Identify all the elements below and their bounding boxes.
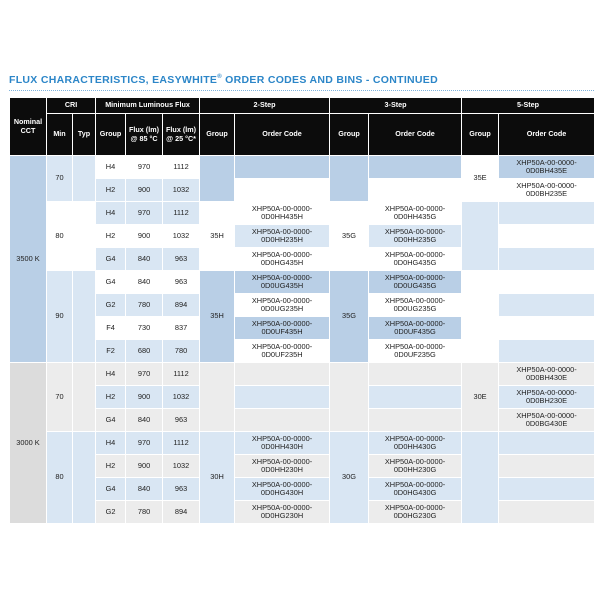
- step2-group-cell: 30H: [200, 432, 235, 524]
- flux85-cell: 900: [126, 225, 163, 248]
- step2-code-cell: [235, 386, 330, 409]
- flux85-cell: 840: [126, 248, 163, 271]
- cct-cell: 3000 K: [10, 363, 47, 524]
- step5-code-cell: [499, 478, 595, 501]
- step5-code-cell: [499, 317, 595, 340]
- flux-group-header: Group: [96, 114, 126, 156]
- step2-code-cell: [235, 179, 330, 202]
- cri-typ-cell: [73, 363, 96, 432]
- step3-code-cell: [369, 156, 462, 179]
- step2-code-cell: XHP50A-00-0000- 0D0HG230H: [235, 501, 330, 524]
- step2-order-code-header: Order Code: [235, 114, 330, 156]
- flux85-cell: 840: [126, 271, 163, 294]
- group-cell: F2: [96, 340, 126, 363]
- flux85-cell: 780: [126, 501, 163, 524]
- step3-code-cell: XHP50A-00-0000- 0D0HG430G: [369, 478, 462, 501]
- group-cell: G4: [96, 478, 126, 501]
- table-row: [10, 478, 595, 501]
- step5-code-cell: XHP50A-00-0000- 0D0BH230E: [499, 386, 595, 409]
- step5-header: 5-Step: [462, 98, 595, 114]
- table-row: [10, 317, 595, 340]
- flux25-cell: 1112: [163, 156, 200, 179]
- flux85-cell: 840: [126, 409, 163, 432]
- step5-group-cell: [462, 271, 499, 363]
- step5-group-cell: 30E: [462, 363, 499, 432]
- cri-typ-cell: [73, 202, 96, 271]
- group-cell: G4: [96, 271, 126, 294]
- step3-code-cell: XHP50A-00-0000- 0D0HH430G: [369, 432, 462, 455]
- flux85-cell: 970: [126, 156, 163, 179]
- step5-code-cell: [499, 248, 595, 271]
- flux25-cell: 894: [163, 501, 200, 524]
- flux85-cell: 900: [126, 179, 163, 202]
- step5-code-cell: [499, 501, 595, 524]
- group-cell: H2: [96, 386, 126, 409]
- cri-typ-header: Typ: [73, 114, 96, 156]
- step5-code-cell: XHP50A-00-0000- 0D0BH430E: [499, 363, 595, 386]
- flux85-cell: 900: [126, 455, 163, 478]
- step2-code-cell: XHP50A-00-0000- 0D0HH430H: [235, 432, 330, 455]
- flux85-cell: 970: [126, 202, 163, 225]
- step5-code-cell: XHP50A-00-0000- 0D0BH235E: [499, 179, 595, 202]
- table-row: [10, 179, 595, 202]
- min-flux-header: Minimum Luminous Flux: [96, 98, 200, 114]
- flux25-cell: 1032: [163, 179, 200, 202]
- step5-code-cell: [499, 271, 595, 294]
- flux25-cell: 963: [163, 248, 200, 271]
- table-row: [10, 202, 595, 225]
- step2-code-cell: [235, 363, 330, 386]
- group-cell: G2: [96, 501, 126, 524]
- group-cell: G2: [96, 294, 126, 317]
- flux25-cell: 1112: [163, 202, 200, 225]
- flux85-cell: 680: [126, 340, 163, 363]
- group-cell: H4: [96, 363, 126, 386]
- step3-code-cell: XHP50A-00-0000- 0D0HH230G: [369, 455, 462, 478]
- step3-group-cell: [330, 156, 369, 202]
- table-row: [10, 248, 595, 271]
- step2-code-cell: XHP50A-00-0000- 0D0HG430H: [235, 478, 330, 501]
- cri-typ-cell: [73, 432, 96, 524]
- flux85-cell: 780: [126, 294, 163, 317]
- step5-order-code-header: Order Code: [499, 114, 595, 156]
- step5-group-cell: [462, 432, 499, 524]
- flux85-cell: 970: [126, 363, 163, 386]
- table-row: [10, 294, 595, 317]
- step3-group-cell: 30G: [330, 432, 369, 524]
- table-row: [10, 340, 595, 363]
- cri-header: CRI: [47, 98, 96, 114]
- group-cell: H4: [96, 432, 126, 455]
- step5-code-cell: XHP50A-00-0000- 0D0BH435E: [499, 156, 595, 179]
- step3-header: 3-Step: [330, 98, 462, 114]
- step2-code-cell: XHP50A-00-0000- 0D0UF235H: [235, 340, 330, 363]
- flux25-cell: 837: [163, 317, 200, 340]
- step3-code-cell: XHP50A-00-0000- 0D0UG435G: [369, 271, 462, 294]
- step2-group-cell: 35H: [200, 202, 235, 271]
- step5-group-header: Group: [462, 114, 499, 156]
- step2-code-cell: XHP50A-00-0000- 0D0UF435H: [235, 317, 330, 340]
- step3-group-header: Group: [330, 114, 369, 156]
- step2-group-cell: [200, 156, 235, 202]
- step5-code-cell: [499, 225, 595, 248]
- step2-code-cell: XHP50A-00-0000- 0D0HH230H: [235, 455, 330, 478]
- table-row: [10, 409, 595, 432]
- table-row: [10, 455, 595, 478]
- flux25-header: Flux (lm) @ 25 °C*: [163, 114, 200, 156]
- cri-min-cell: 70: [47, 363, 73, 432]
- step2-code-cell: XHP50A-00-0000- 0D0HG435H: [235, 248, 330, 271]
- step3-code-cell: XHP50A-00-0000- 0D0UF435G: [369, 317, 462, 340]
- step5-code-cell: XHP50A-00-0000- 0D0BG430E: [499, 409, 595, 432]
- step3-code-cell: XHP50A-00-0000- 0D0HH235G: [369, 225, 462, 248]
- group-cell: H4: [96, 156, 126, 179]
- flux85-cell: 970: [126, 432, 163, 455]
- group-cell: F4: [96, 317, 126, 340]
- step2-code-cell: [235, 409, 330, 432]
- flux25-cell: 1032: [163, 225, 200, 248]
- table-row: [10, 225, 595, 248]
- step5-code-cell: [499, 340, 595, 363]
- group-cell: G4: [96, 409, 126, 432]
- flux25-cell: 1032: [163, 455, 200, 478]
- step3-code-cell: [369, 363, 462, 386]
- step3-code-cell: XHP50A-00-0000- 0D0HG230G: [369, 501, 462, 524]
- step3-code-cell: [369, 386, 462, 409]
- cct-cell: 3500 K: [10, 156, 47, 363]
- flux25-cell: 1032: [163, 386, 200, 409]
- step3-code-cell: XHP50A-00-0000- 0D0HG435G: [369, 248, 462, 271]
- step2-group-cell: 35H: [200, 271, 235, 363]
- step3-group-cell: [330, 363, 369, 432]
- step2-code-cell: XHP50A-00-0000- 0D0HH235H: [235, 225, 330, 248]
- cri-min-header: Min: [47, 114, 73, 156]
- section-title: FLUX CHARACTERISTICS, EASYWHITE® ORDER CODES AND BINS - CONTINUED: [9, 74, 438, 86]
- table-row: [10, 432, 595, 455]
- step3-code-cell: [369, 409, 462, 432]
- cri-typ-cell: [73, 156, 96, 202]
- cri-typ-cell: [73, 271, 96, 363]
- step2-header: 2-Step: [200, 98, 330, 114]
- group-cell: H4: [96, 202, 126, 225]
- step2-code-cell: XHP50A-00-0000- 0D0UG235H: [235, 294, 330, 317]
- flux85-cell: 840: [126, 478, 163, 501]
- flux25-cell: 780: [163, 340, 200, 363]
- cri-min-cell: 90: [47, 271, 73, 363]
- flux25-cell: 1112: [163, 363, 200, 386]
- step3-code-cell: [369, 179, 462, 202]
- step2-code-cell: XHP50A-00-0000- 0D0UG435H: [235, 271, 330, 294]
- group-cell: G4: [96, 248, 126, 271]
- step3-order-code-header: Order Code: [369, 114, 462, 156]
- step5-group-cell: [462, 202, 499, 271]
- step2-group-header: Group: [200, 114, 235, 156]
- table-row: [10, 271, 595, 294]
- cri-min-cell: 80: [47, 432, 73, 524]
- flux85-header: Flux (lm) @ 85 °C: [126, 114, 163, 156]
- flux25-cell: 963: [163, 478, 200, 501]
- step2-code-cell: XHP50A-00-0000- 0D0HH435H: [235, 202, 330, 225]
- step2-group-cell: [200, 363, 235, 432]
- nominal-cct-header: Nominal CCT: [10, 98, 47, 156]
- step5-code-cell: [499, 294, 595, 317]
- title-divider: [9, 90, 594, 91]
- group-cell: H2: [96, 225, 126, 248]
- step3-group-cell: 35G: [330, 271, 369, 363]
- table-row: [10, 501, 595, 524]
- step3-code-cell: XHP50A-00-0000- 0D0UF235G: [369, 340, 462, 363]
- step5-code-cell: [499, 202, 595, 225]
- cri-min-cell: 80: [47, 202, 73, 271]
- page-bottom-margin: [0, 527, 600, 600]
- step5-code-cell: [499, 455, 595, 478]
- step3-code-cell: XHP50A-00-0000- 0D0UG235G: [369, 294, 462, 317]
- step3-group-cell: 35G: [330, 202, 369, 271]
- step2-code-cell: [235, 156, 330, 179]
- table-row: [10, 386, 595, 409]
- group-cell: H2: [96, 455, 126, 478]
- flux25-cell: 963: [163, 271, 200, 294]
- table-row: [10, 156, 595, 179]
- flux25-cell: 963: [163, 409, 200, 432]
- flux85-cell: 730: [126, 317, 163, 340]
- step5-group-cell: 35E: [462, 156, 499, 202]
- flux85-cell: 900: [126, 386, 163, 409]
- step3-code-cell: XHP50A-00-0000- 0D0HH435G: [369, 202, 462, 225]
- flux25-cell: 894: [163, 294, 200, 317]
- table-row: [10, 363, 595, 386]
- cri-min-cell: 70: [47, 156, 73, 202]
- flux25-cell: 1112: [163, 432, 200, 455]
- step5-code-cell: [499, 432, 595, 455]
- group-cell: H2: [96, 179, 126, 202]
- flux-table: [9, 97, 595, 524]
